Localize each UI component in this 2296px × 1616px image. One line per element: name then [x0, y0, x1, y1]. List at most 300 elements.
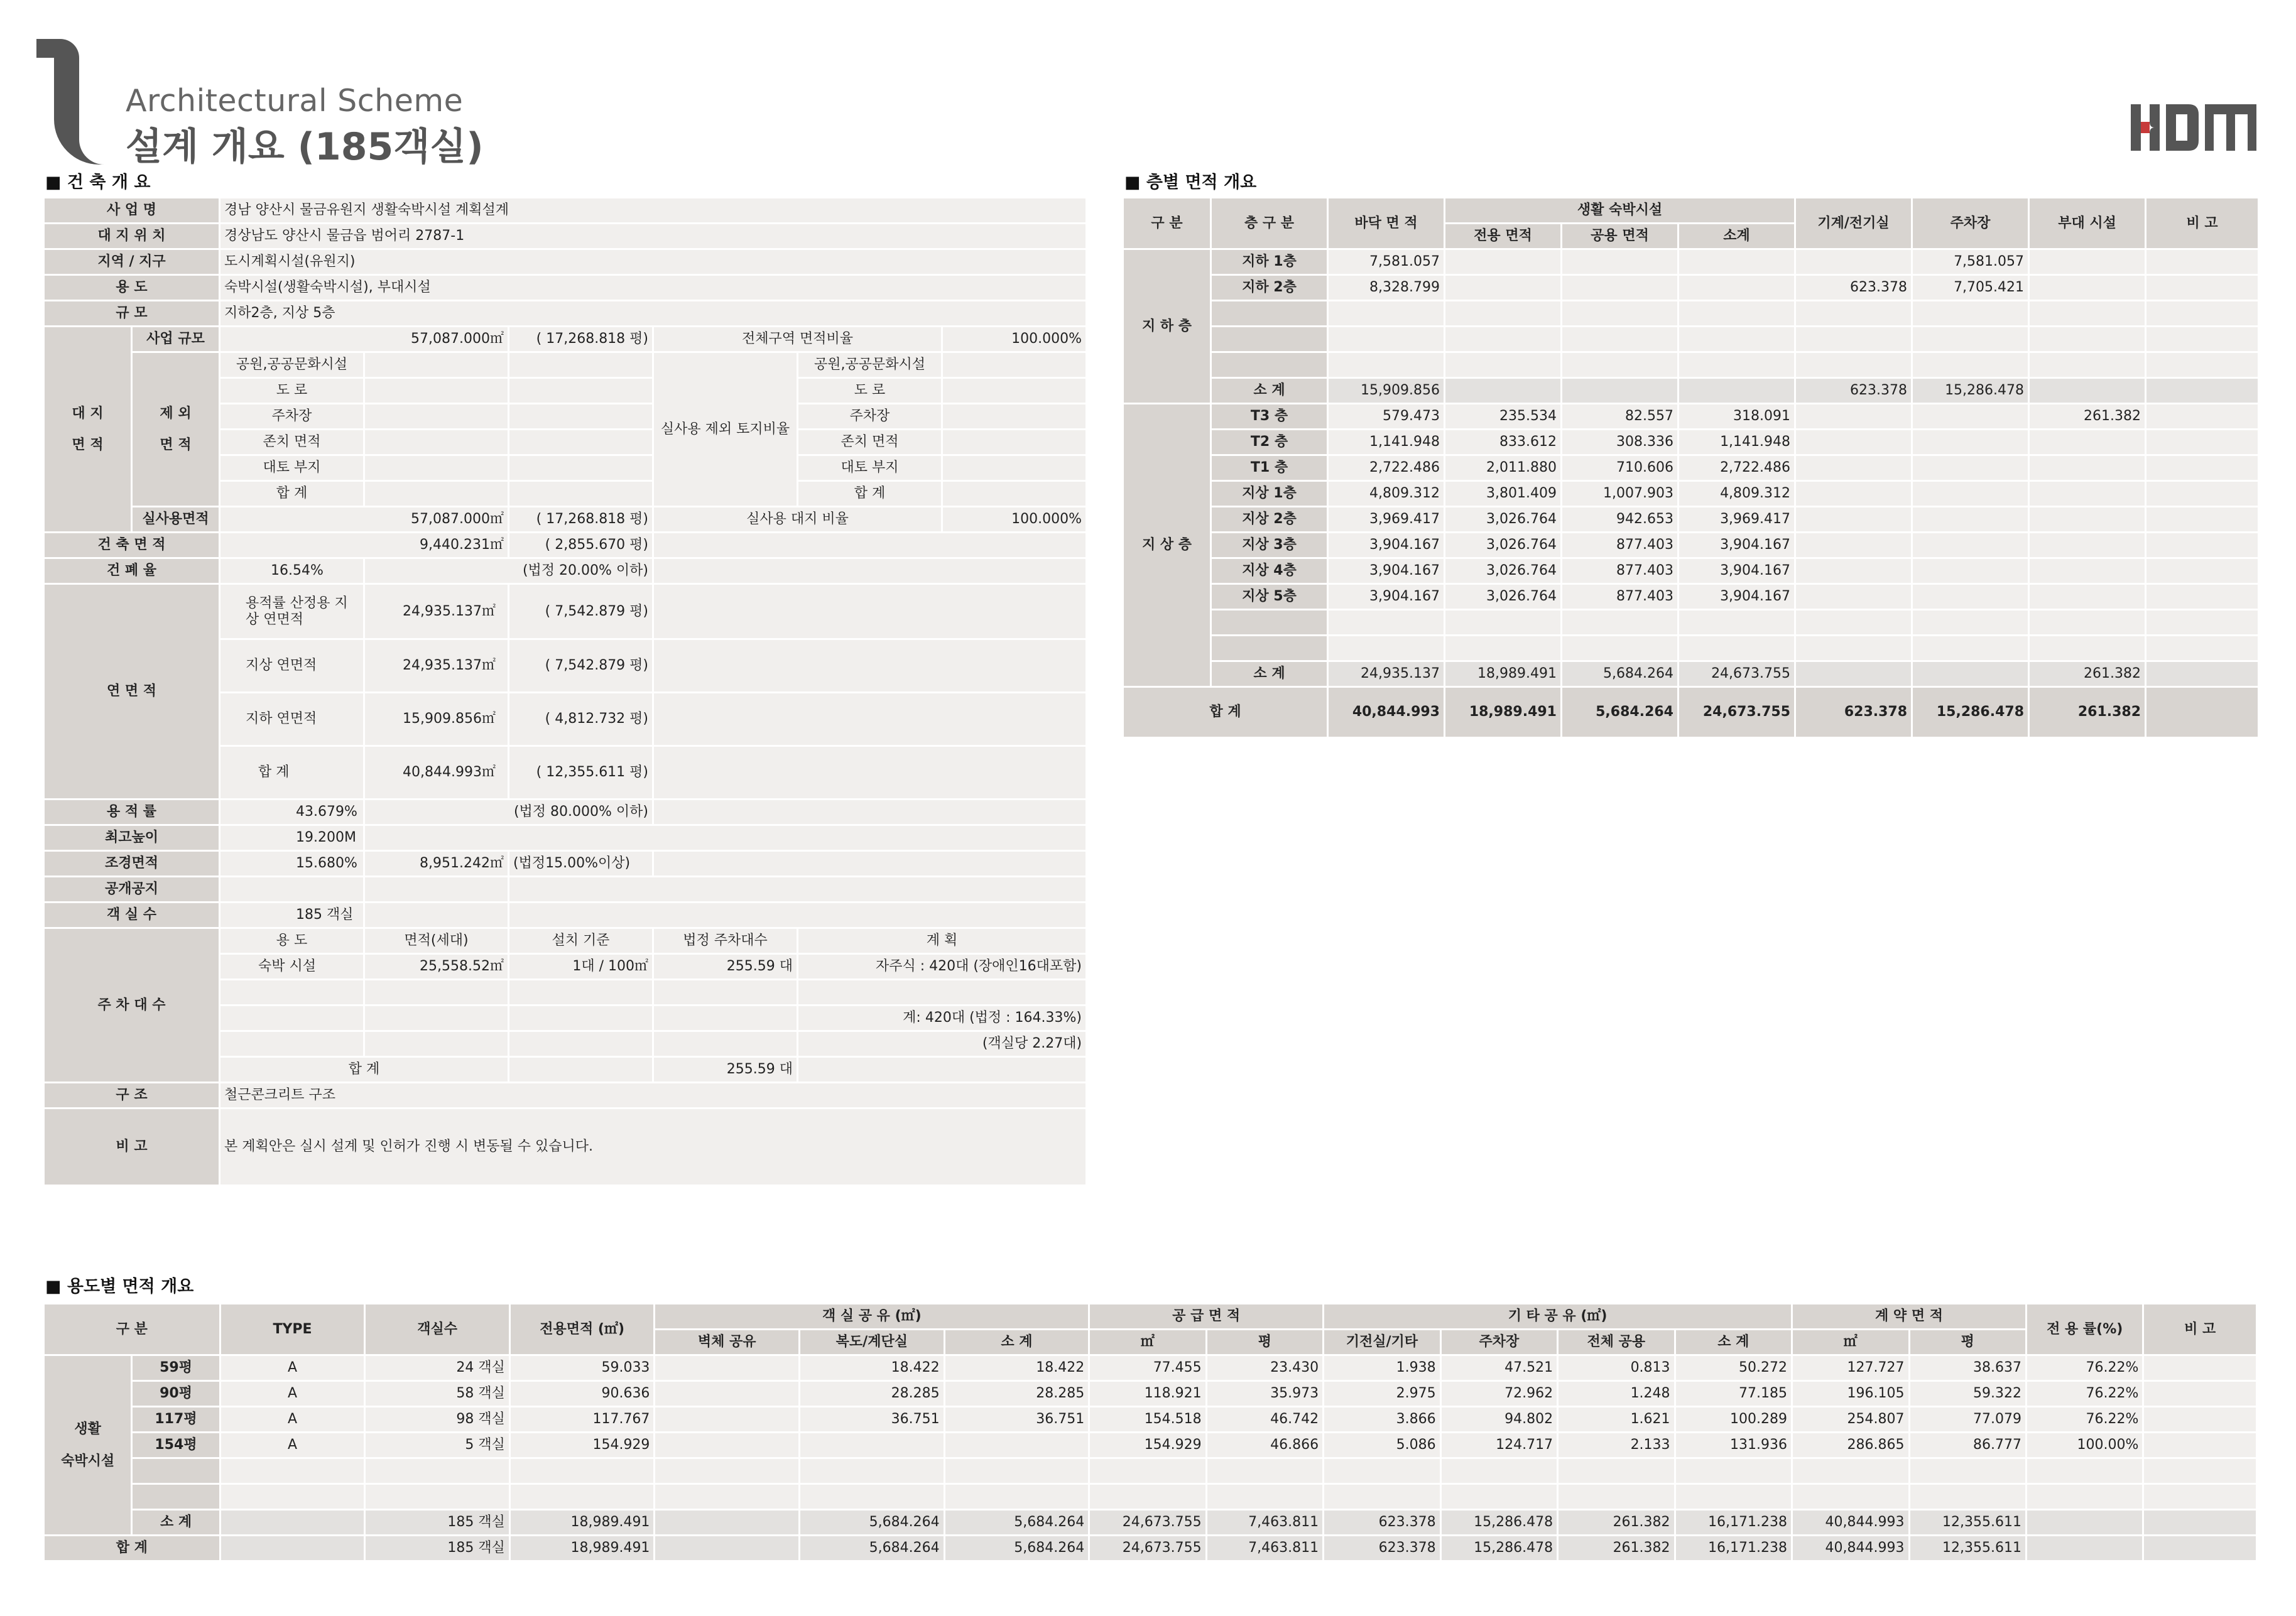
usage-h-py: 평 — [1206, 1330, 1323, 1355]
usage-park: 47.521 — [1440, 1355, 1557, 1381]
title-english: Architectural Scheme — [126, 83, 464, 119]
label-park: 공원,공공문화시설 — [220, 352, 364, 378]
floor-mech — [1795, 455, 1912, 481]
row-open-space — [44, 877, 1087, 903]
floor-note — [2146, 404, 2259, 430]
label-bcr: 건 폐 율 — [44, 558, 220, 584]
floor-ex: 2,011.880 — [1445, 455, 1562, 481]
label-substitute: 대토 부지 — [220, 455, 364, 481]
floor-name: 지상 4층 — [1211, 558, 1328, 584]
usage-note — [2143, 1407, 2257, 1433]
usage-park: 72.962 — [1440, 1381, 1557, 1407]
floor-aux — [2029, 378, 2146, 404]
floor-area-table — [1122, 197, 2260, 739]
floor-ex — [1445, 301, 1562, 327]
floor-co — [1562, 610, 1678, 636]
label-note: 비 고 — [44, 1109, 220, 1186]
label-use: 용 도 — [44, 275, 220, 301]
section-title-building: ■ 건 축 개 요 — [45, 173, 151, 192]
usage-type: A — [220, 1355, 365, 1381]
floor-aux — [2029, 558, 2146, 584]
usage-tot: 2.133 — [1558, 1433, 1675, 1458]
value-rooms: 185 객실 — [220, 903, 364, 928]
floor-ex: 3,026.764 — [1445, 558, 1562, 584]
usage-con_py — [1909, 1484, 2026, 1510]
floor-aux — [2029, 275, 2146, 301]
usage-con_m2 — [1792, 1484, 1909, 1510]
floor-co — [1562, 249, 1678, 275]
floor-st: 318.091 — [1678, 404, 1795, 430]
row-gfa-far — [44, 584, 1087, 639]
floor-mech — [1795, 481, 1912, 507]
floor-h-aux: 부대 시설 — [2029, 198, 2146, 249]
usage-type — [220, 1458, 365, 1484]
usage-total-sup_py: 7,463.811 — [1206, 1536, 1323, 1561]
usage-total-con_py: 12,355.611 — [1909, 1536, 2026, 1561]
section-title-usage: ■ 용도별 면적 개요 — [45, 1277, 194, 1296]
label-parking-site-2: 주차장 — [798, 404, 942, 430]
floor-st: 4,809.312 — [1678, 481, 1795, 507]
floor-co — [1562, 378, 1678, 404]
label-excluded-area: 제 외 면 적 — [132, 352, 220, 507]
value-actual-area-py: ( 17,268.818 평) — [509, 507, 653, 533]
floor-note — [2146, 507, 2259, 533]
usage-h-ratio: 전 용 률(%) — [2026, 1304, 2143, 1355]
usage-total-sub2: 16,171.238 — [1675, 1536, 1792, 1561]
usage-rooms: 5 객실 — [365, 1433, 510, 1458]
usage-h-pyb: 평 — [1909, 1330, 2026, 1355]
label-road-2: 도 로 — [798, 378, 942, 404]
floor-name: 지상 5층 — [1211, 584, 1328, 610]
usage-tot: 1.621 — [1558, 1407, 1675, 1433]
usage-row — [44, 1355, 2257, 1381]
label-gfa-far: 용적률 산정용 지상 연면적 — [220, 584, 364, 639]
usage-ratio: 100.00% — [2026, 1433, 2143, 1458]
usage-park — [1440, 1484, 1557, 1510]
usage-rooms — [365, 1458, 510, 1484]
usage-total-sup_m2: 24,673.755 — [1089, 1536, 1206, 1561]
floor-aux — [2029, 455, 2146, 481]
label-actual-ratio: 실사용 대지 비율 — [653, 507, 942, 533]
row-use — [44, 275, 1087, 301]
floor-aux — [2029, 430, 2146, 455]
floor-st: 3,969.417 — [1678, 507, 1795, 533]
title-korean: 설계 개요 (185객실) — [126, 125, 484, 169]
label-preserve: 존치 면적 — [220, 430, 364, 455]
label-structure: 구 조 — [44, 1083, 220, 1109]
floor-mech: 623.378 — [1795, 378, 1912, 404]
floor-co: 942.653 — [1562, 507, 1678, 533]
usage-con_py — [1909, 1458, 2026, 1484]
usage-note — [2143, 1458, 2257, 1484]
floor-mech — [1795, 533, 1912, 558]
usage-park: 94.802 — [1440, 1407, 1557, 1433]
label-zone: 지역 / 지구 — [44, 249, 220, 275]
floor-name: T3 층 — [1211, 404, 1328, 430]
floor-group-label: 지 하 층 — [1123, 249, 1211, 404]
usage-subtotal-sup_m2: 24,673.755 — [1089, 1510, 1206, 1536]
usage-sup_py: 46.866 — [1206, 1433, 1323, 1458]
usage-total-tot: 261.382 — [1558, 1536, 1675, 1561]
usage-h-parking: 주차장 — [1440, 1330, 1557, 1355]
floor-co: 5,684.264 — [1562, 661, 1678, 687]
usage-sub2 — [1675, 1458, 1792, 1484]
floor-total-label: 합 계 — [1123, 687, 1328, 738]
floor-note — [2146, 481, 2259, 507]
floor-park: 7,705.421 — [1912, 275, 2029, 301]
value-total-ratio: 100.000% — [942, 327, 1087, 352]
floor-note — [2146, 327, 2259, 352]
usage-sup_m2: 154.518 — [1089, 1407, 1206, 1433]
floor-h-note: 비 고 — [2146, 198, 2259, 249]
usage-total-con_m2: 40,844.993 — [1792, 1536, 1909, 1561]
usage-total-ratio — [2026, 1536, 2143, 1561]
usage-mech — [1324, 1458, 1440, 1484]
floor-st: 2,722.486 — [1678, 455, 1795, 481]
value-landscape-pct: 15.680% — [220, 851, 364, 877]
value-gfa-far-py: ( 7,542.879 평) — [509, 584, 653, 639]
floor-ex: 3,026.764 — [1445, 533, 1562, 558]
kdm-logo — [2131, 104, 2256, 151]
floor-name — [1211, 610, 1328, 636]
floor-row — [1123, 533, 2259, 558]
usage-row — [44, 1458, 2257, 1484]
value-far-legal: (법정 80.000% 이하) — [364, 800, 653, 825]
usage-row — [44, 1433, 2257, 1458]
floor-park — [1912, 455, 2029, 481]
usage-subtotal-corr: 5,684.264 — [800, 1510, 945, 1536]
floor-row — [1123, 636, 2259, 661]
floor-mech — [1795, 584, 1912, 610]
usage-sup_m2: 77.455 — [1089, 1355, 1206, 1381]
floor-aux: 261.382 — [2029, 661, 2146, 687]
usage-corr: 36.751 — [800, 1407, 945, 1433]
usage-sup_m2 — [1089, 1458, 1206, 1484]
floor-row — [1123, 430, 2259, 455]
usage-ex: 90.636 — [509, 1381, 655, 1407]
floor-mech — [1795, 430, 1912, 455]
label-business-name: 사 업 명 — [44, 198, 220, 224]
usage-subtotal-wall — [655, 1510, 800, 1536]
parking-criteria: 1대 / 100㎡ — [509, 954, 653, 980]
floor-h-subtotal: 소계 — [1678, 224, 1795, 249]
row-bcr — [44, 558, 1087, 584]
value-project-scale-py: ( 17,268.818 평) — [509, 327, 653, 352]
label-park-2: 공원,공공문화시설 — [798, 352, 942, 378]
floor-note — [2146, 584, 2259, 610]
usage-ratio: 76.22% — [2026, 1407, 2143, 1433]
floor-co: 877.403 — [1562, 584, 1678, 610]
usage-sub2: 50.272 — [1675, 1355, 1792, 1381]
row-scale — [44, 301, 1087, 327]
usage-subtotal-label: 소 계 — [132, 1510, 220, 1536]
floor-ex: 3,801.409 — [1445, 481, 1562, 507]
floor-park — [1912, 481, 2029, 507]
floor-co — [1562, 636, 1678, 661]
floor-ex — [1445, 352, 1562, 378]
usage-sup_py — [1206, 1484, 1323, 1510]
floor-h-mech: 기계/전기실 — [1795, 198, 1912, 249]
parking-sum-label: 합 계 — [220, 1057, 509, 1083]
floor-ex — [1445, 610, 1562, 636]
floor-row — [1123, 249, 2259, 275]
building-overview-table — [43, 197, 1087, 1186]
usage-ratio — [2026, 1458, 2143, 1484]
usage-corr — [800, 1433, 945, 1458]
usage-total-rooms: 185 객실 — [365, 1536, 510, 1561]
usage-con_py: 59.322 — [1909, 1381, 2026, 1407]
label-building-area: 건 축 면 적 — [44, 533, 220, 558]
floor-park — [1912, 507, 2029, 533]
usage-ex — [509, 1458, 655, 1484]
usage-tot: 0.813 — [1558, 1355, 1675, 1381]
usage-corr: 28.285 — [800, 1381, 945, 1407]
floor-park — [1912, 301, 2029, 327]
floor-ex — [1445, 249, 1562, 275]
floor-co: 308.336 — [1562, 430, 1678, 455]
usage-sup_py: 35.973 — [1206, 1381, 1323, 1407]
label-gfa-below: 지하 연면적 — [220, 693, 364, 746]
floor-aux — [2029, 584, 2146, 610]
value-building-area: 9,440.231㎡ — [220, 533, 509, 558]
floor-area: 3,969.417 — [1328, 507, 1445, 533]
row-note — [44, 1109, 1087, 1186]
usage-sup_m2: 154.929 — [1089, 1433, 1206, 1458]
floor-st: 1,141.948 — [1678, 430, 1795, 455]
parking-legal: 255.59 대 — [653, 954, 798, 980]
usage-h-etc-common: 기 타 공 유 (㎡) — [1324, 1304, 1792, 1330]
floor-mech — [1795, 352, 1912, 378]
usage-wall — [655, 1433, 800, 1458]
floor-area: 15,909.856 — [1328, 378, 1445, 404]
floor-aux — [2029, 533, 2146, 558]
floor-ex: 3,026.764 — [1445, 507, 1562, 533]
usage-total-type — [220, 1536, 365, 1561]
usage-con_py: 38.637 — [1909, 1355, 2026, 1381]
floor-h-floor: 층 구 분 — [1211, 198, 1328, 249]
usage-subtotal-type — [220, 1510, 365, 1536]
floor-co: 877.403 — [1562, 558, 1678, 584]
label-far: 용 적 률 — [44, 800, 220, 825]
usage-type — [220, 1484, 365, 1510]
floor-ex — [1445, 636, 1562, 661]
row-height — [44, 825, 1087, 851]
label-site-area: 대 지 면 적 — [44, 327, 132, 533]
floor-name: 소 계 — [1211, 661, 1328, 687]
label-actual-area: 실사용면적 — [132, 507, 220, 533]
value-gfa-above: 24,935.137㎡ — [364, 639, 509, 693]
usage-total-label: 합 계 — [44, 1536, 220, 1561]
usage-subtotal-sub: 5,684.264 — [944, 1510, 1089, 1536]
floor-note — [2146, 533, 2259, 558]
floor-mech: 623.378 — [1795, 275, 1912, 301]
floor-park: 15,286.478 — [1912, 378, 2029, 404]
floor-area: 1,141.948 — [1328, 430, 1445, 455]
parking-h-legal: 법정 주차대수 — [653, 928, 798, 954]
row-landscape — [44, 851, 1087, 877]
floor-area — [1328, 301, 1445, 327]
floor-st — [1678, 301, 1795, 327]
floor-row — [1123, 404, 2259, 430]
floor-row — [1123, 352, 2259, 378]
usage-sub2 — [1675, 1484, 1792, 1510]
usage-corr — [800, 1458, 945, 1484]
label-landscape: 조경면적 — [44, 851, 220, 877]
parking-h-use: 용 도 — [220, 928, 364, 954]
floor-row — [1123, 558, 2259, 584]
usage-note — [2143, 1355, 2257, 1381]
floor-st — [1678, 352, 1795, 378]
usage-subtotal-row — [44, 1510, 2257, 1536]
label-substitute-2: 대토 부지 — [798, 455, 942, 481]
label-parking: 주 차 대 수 — [44, 928, 220, 1083]
floor-park — [1912, 610, 2029, 636]
usage-subtotal-tot: 261.382 — [1558, 1510, 1675, 1536]
value-note: 본 계획안은 실시 설계 및 인허가 진행 시 변동될 수 있습니다. — [220, 1109, 1087, 1186]
floor-name: T1 층 — [1211, 455, 1328, 481]
usage-row — [44, 1381, 2257, 1407]
floor-co: 82.557 — [1562, 404, 1678, 430]
floor-st: 3,904.167 — [1678, 558, 1795, 584]
row-park — [44, 352, 1087, 378]
title-bracket-icon — [36, 39, 112, 165]
usage-ratio: 76.22% — [2026, 1381, 2143, 1407]
value-structure: 철근콘크리트 구조 — [220, 1083, 1087, 1109]
floor-co — [1562, 327, 1678, 352]
value-gfa-far: 24,935.137㎡ — [364, 584, 509, 639]
value-bcr-legal: (법정 20.00% 이하) — [364, 558, 653, 584]
usage-h-contract: 계 약 면 적 — [1792, 1304, 2027, 1330]
usage-type: A — [220, 1407, 365, 1433]
usage-sub2: 77.185 — [1675, 1381, 1792, 1407]
usage-rooms: 24 객실 — [365, 1355, 510, 1381]
usage-con_m2: 127.727 — [1792, 1355, 1909, 1381]
floor-h-common: 공용 면적 — [1562, 224, 1678, 249]
usage-mech: 5.086 — [1324, 1433, 1440, 1458]
floor-st — [1678, 249, 1795, 275]
usage-subtotal-park: 15,286.478 — [1440, 1510, 1557, 1536]
value-use: 숙박시설(생활숙박시설), 부대시설 — [220, 275, 1087, 301]
usage-ex: 59.033 — [509, 1355, 655, 1381]
row-parking-header — [44, 928, 1087, 954]
usage-sup_py — [1206, 1458, 1323, 1484]
usage-type: A — [220, 1433, 365, 1458]
floor-note — [2146, 249, 2259, 275]
floor-park — [1912, 533, 2029, 558]
usage-wall — [655, 1355, 800, 1381]
usage-mech: 1.938 — [1324, 1355, 1440, 1381]
usage-row — [44, 1484, 2257, 1510]
usage-wall — [655, 1407, 800, 1433]
usage-area-table — [43, 1303, 2258, 1562]
usage-row — [44, 1407, 2257, 1433]
floor-area: 3,904.167 — [1328, 584, 1445, 610]
usage-total-sub: 5,684.264 — [944, 1536, 1089, 1561]
value-height: 19.200M — [220, 825, 364, 851]
floor-ex — [1445, 378, 1562, 404]
floor-row — [1123, 301, 2259, 327]
floor-park — [1912, 558, 2029, 584]
floor-st — [1678, 378, 1795, 404]
floor-total-park: 15,286.478 — [1912, 687, 2029, 738]
parking-h-area: 면적(세대) — [364, 928, 509, 954]
usage-sub: 28.285 — [944, 1381, 1089, 1407]
floor-park: 7,581.057 — [1912, 249, 2029, 275]
usage-park: 124.717 — [1440, 1433, 1557, 1458]
floor-ex: 3,026.764 — [1445, 584, 1562, 610]
usage-total-note — [2143, 1536, 2257, 1561]
label-rooms: 객 실 수 — [44, 903, 220, 928]
value-far: 43.679% — [220, 800, 364, 825]
usage-name: 90평 — [132, 1381, 220, 1407]
floor-mech — [1795, 301, 1912, 327]
floor-co: 710.606 — [1562, 455, 1678, 481]
label-preserve-2: 존치 면적 — [798, 430, 942, 455]
floor-row — [1123, 378, 2259, 404]
floor-mech — [1795, 558, 1912, 584]
value-landscape-legal: (법정15.00%이상) — [509, 851, 653, 877]
value-actual-ratio: 100.000% — [942, 507, 1087, 533]
usage-group-label: 생활 숙박시설 — [44, 1355, 132, 1536]
label-site-sum-2: 합 계 — [798, 481, 942, 507]
floor-note — [2146, 275, 2259, 301]
usage-name: 117평 — [132, 1407, 220, 1433]
value-gfa-below: 15,909.856㎡ — [364, 693, 509, 746]
floor-area: 8,328.799 — [1328, 275, 1445, 301]
value-business-name: 경남 양산시 물금유원지 생활숙박시설 계획설계 — [220, 198, 1087, 224]
floor-mech — [1795, 249, 1912, 275]
usage-name: 59평 — [132, 1355, 220, 1381]
floor-area: 3,904.167 — [1328, 558, 1445, 584]
floor-row — [1123, 275, 2259, 301]
usage-mech: 2.975 — [1324, 1381, 1440, 1407]
floor-aux — [2029, 301, 2146, 327]
floor-park — [1912, 404, 2029, 430]
floor-row — [1123, 661, 2259, 687]
usage-ratio — [2026, 1484, 2143, 1510]
usage-name: 154평 — [132, 1433, 220, 1458]
usage-ex — [509, 1484, 655, 1510]
floor-note — [2146, 378, 2259, 404]
floor-park — [1912, 352, 2029, 378]
floor-name: T2 층 — [1211, 430, 1328, 455]
floor-note — [2146, 558, 2259, 584]
row-actual-area — [44, 507, 1087, 533]
row-location — [44, 224, 1087, 249]
label-project-scale: 사업 규모 — [132, 327, 220, 352]
value-location: 경상남도 양산시 물금읍 범어리 2787-1 — [220, 224, 1087, 249]
floor-aux — [2029, 507, 2146, 533]
floor-aux — [2029, 481, 2146, 507]
floor-row — [1123, 610, 2259, 636]
floor-park — [1912, 430, 2029, 455]
usage-tot — [1558, 1484, 1675, 1510]
parking-plan-total: 계: 420대 (법정 : 164.33%) — [798, 1006, 1087, 1031]
floor-ex: 235.534 — [1445, 404, 1562, 430]
floor-st — [1678, 327, 1795, 352]
floor-mech — [1795, 327, 1912, 352]
usage-total-wall — [655, 1536, 800, 1561]
usage-con_m2: 196.105 — [1792, 1381, 1909, 1407]
floor-row — [1123, 507, 2259, 533]
value-gfa-total: 40,844.993㎡ — [364, 746, 509, 800]
floor-area — [1328, 636, 1445, 661]
label-gfa-total: 합 계 — [220, 746, 364, 800]
floor-h-area: 바닥 면 적 — [1328, 198, 1445, 249]
usage-sub2: 100.289 — [1675, 1407, 1792, 1433]
floor-ex: 833.612 — [1445, 430, 1562, 455]
value-zone: 도시계획시설(유원지) — [220, 249, 1087, 275]
